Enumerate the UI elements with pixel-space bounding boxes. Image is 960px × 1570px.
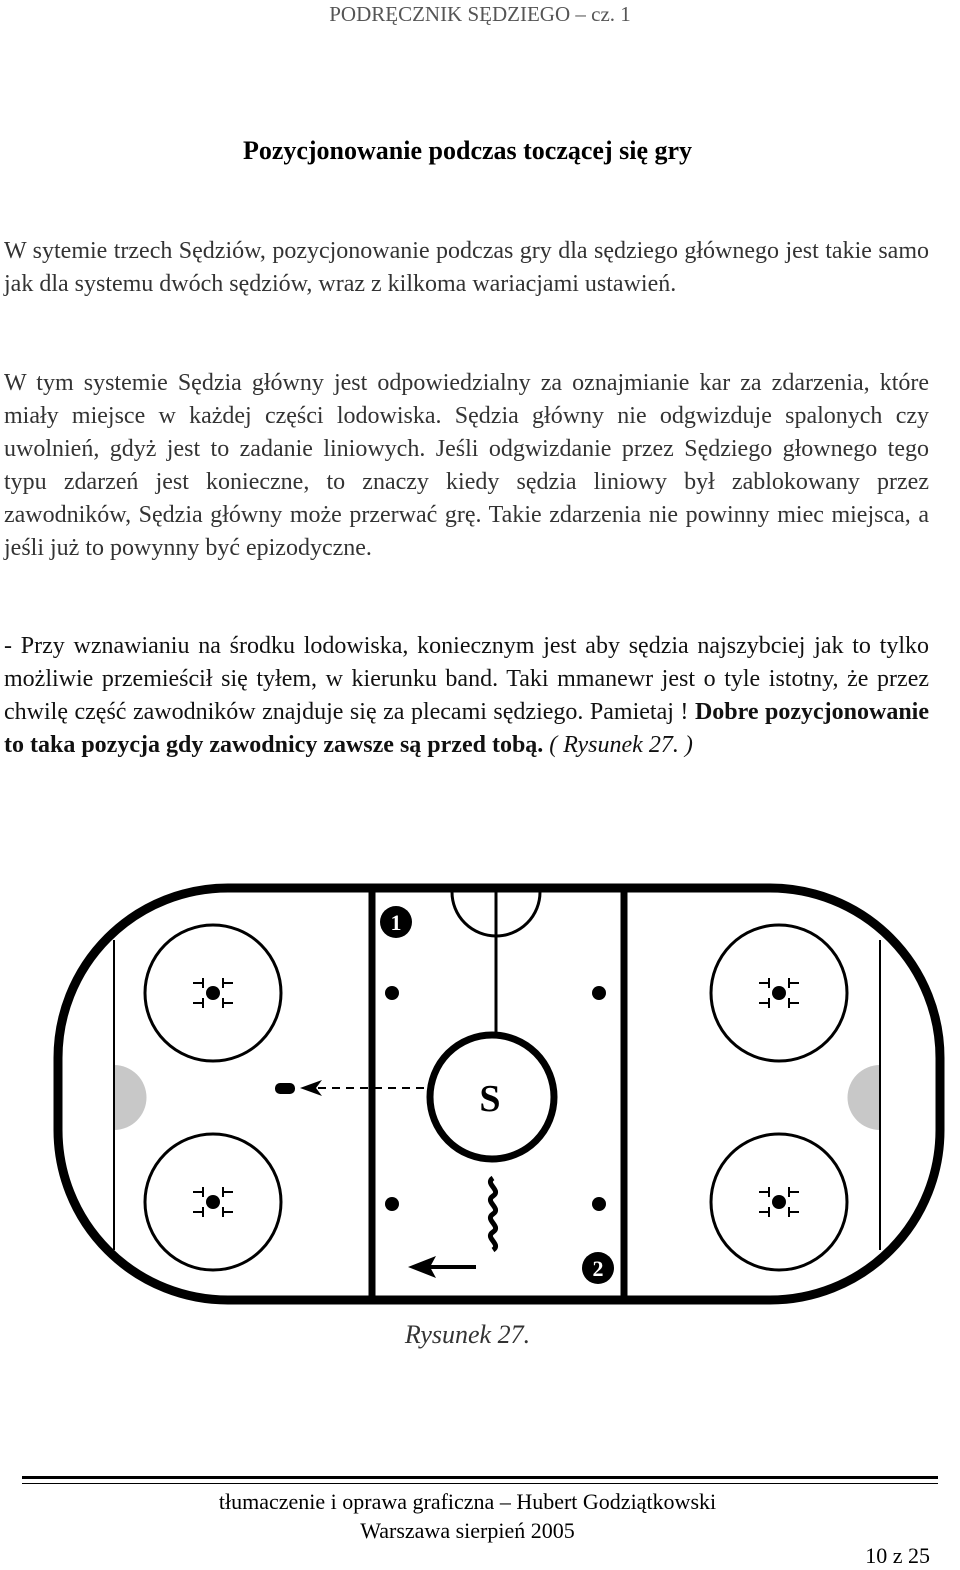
neutral-dot <box>592 986 606 1000</box>
paragraph-1: W sytemie trzech Sędziów, pozycjonowanie podczas gry dla sędziego głównego jest takie samo jak dla systemu dwóch sędziów, wraz z kilkoma wariacjami ustawień. <box>4 238 929 297</box>
puck-marker <box>275 1083 295 1094</box>
neutral-dot <box>592 1197 606 1211</box>
footer-rule-thin <box>22 1483 938 1484</box>
neutral-dot <box>385 1197 399 1211</box>
figure-reference: ( Rysunek 27. ) <box>543 732 693 758</box>
page-number: 10 z 25 <box>865 1543 930 1568</box>
rink-diagram <box>0 830 960 1310</box>
figure-caption: Rysunek 27. <box>404 1320 531 1349</box>
footer-rule <box>22 1476 938 1479</box>
linesman-1-label: 1 <box>390 910 402 935</box>
paragraph-3-text: - Przy wznawianiu na środku lodowiska, koniecznym jest aby sędzia najszybciej jak to tylko możliwie przemieścił się tyłem, w kierunku band. Taki mmanewr jest o tyle istotny, że przez chwilę część zawodników znajduje się za plecami sędziego. Pamietaj ! <box>4 633 929 725</box>
footer-place-date: Warszawa sierpień 2005 <box>360 1518 575 1543</box>
paragraph-3 <box>4 630 929 762</box>
linesman-2-label: 2 <box>592 1256 604 1281</box>
referee-s-label: S <box>479 1078 501 1120</box>
section-title: Pozycjonowanie podczas toczącej się gry <box>242 136 693 165</box>
page-header: PODRĘCZNIK SĘDZIEGO – cz. 1 <box>329 2 631 26</box>
paragraph-2: W tym systemie Sędzia główny jest odpowiedzialny za oznajmianie kar za zdarzenia, które miały miejsce w każdej części lodowiska. Sędzia główny nie odgwizduje spalonych czy uwolnień, gdyż jest to zadanie liniowych. Jeśli odgwizdanie przez Sędziego głownego tego typu zdarzeń jest konieczne, to znaczy kiedy sędzia liniowy był zablokowany przez zawodników, Sędzia główny może przerwać grę. Takie zdarzenia nie powinny miec miejsca, a jeśli już to powynny być epizodyczne. <box>4 370 929 561</box>
neutral-dot <box>385 986 399 1000</box>
footer-credits: tłumaczenie i oprawa graficzna – Hubert Godziątkowski <box>218 1489 717 1514</box>
paragraph-3-emphasis: Dobre pozycjonowanie to taka pozycja gdy zawodnicy zawsze są przed tobą. <box>4 699 930 758</box>
